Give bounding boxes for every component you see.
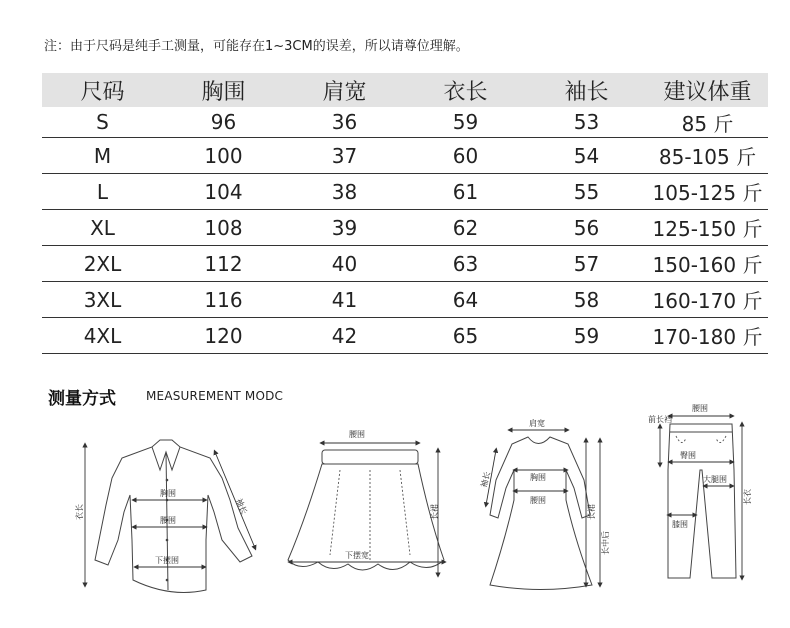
cell-weight: 150-160 斤 xyxy=(647,246,768,282)
skirt-waist-label: 腰围 xyxy=(349,430,365,439)
pants-diagram xyxy=(648,404,752,578)
shirt-waist-label: 腰围 xyxy=(160,516,176,525)
header-sleeve: 袖长 xyxy=(526,73,647,107)
shirt-sleeve-label: 袖长 xyxy=(234,497,249,516)
cell-length: 65 xyxy=(405,318,526,354)
pants-length-label: 长衣 xyxy=(743,489,752,505)
cell-length: 59 xyxy=(405,107,526,138)
pants-waist-label: 腰围 xyxy=(692,404,708,413)
dress-shoulder-label: 肩宽 xyxy=(529,419,545,428)
pants-rise-label: 前长裆 xyxy=(648,415,672,424)
cell-weight: 85 斤 xyxy=(647,107,768,138)
cell-shoulder: 39 xyxy=(284,210,405,246)
dress-waist-label: 腰围 xyxy=(530,496,546,505)
cell-weight: 160-170 斤 xyxy=(647,282,768,318)
dress-sleeve-label: 袖长 xyxy=(479,470,493,489)
measurement-note: 注：由于尺码是纯手工测量，可能存在1~3CM的误差，所以请尊位理解。 xyxy=(44,39,469,54)
cell-size: 2XL xyxy=(42,246,163,282)
shirt-hem-label: 下摆围 xyxy=(155,556,179,565)
shirt-length-label: 衣长 xyxy=(75,504,84,520)
pants-hip-label: 臀围 xyxy=(680,451,696,460)
cell-chest: 104 xyxy=(163,174,284,210)
cell-weight: 105-125 斤 xyxy=(647,174,768,210)
cell-shoulder: 42 xyxy=(284,318,405,354)
header-chest: 胸围 xyxy=(163,73,284,107)
cell-sleeve: 55 xyxy=(526,174,647,210)
skirt-diagram xyxy=(288,430,444,575)
cell-chest: 100 xyxy=(163,138,284,174)
header-shoulder: 肩宽 xyxy=(284,73,405,107)
header-size: 尺码 xyxy=(42,73,163,107)
cell-shoulder: 36 xyxy=(284,107,405,138)
cell-shoulder: 37 xyxy=(284,138,405,174)
measurement-subtitle: MEASUREMENT MODC xyxy=(146,389,284,403)
cell-sleeve: 57 xyxy=(526,246,647,282)
cell-weight: 170-180 斤 xyxy=(647,318,768,354)
cell-sleeve: 58 xyxy=(526,282,647,318)
cell-size: 3XL xyxy=(42,282,163,318)
skirt-waistband xyxy=(322,450,418,464)
measurement-title: 测量方式 xyxy=(48,389,116,409)
cell-length: 64 xyxy=(405,282,526,318)
header-weight: 建议体重 xyxy=(647,73,768,107)
cell-weight: 125-150 斤 xyxy=(647,210,768,246)
cell-sleeve: 53 xyxy=(526,107,647,138)
dress-outline xyxy=(490,437,592,590)
skirt-pleats xyxy=(330,470,410,560)
cell-length: 60 xyxy=(405,138,526,174)
cell-shoulder: 38 xyxy=(284,174,405,210)
cell-size: S xyxy=(42,107,163,138)
skirt-hem-label: 下摆宽 xyxy=(345,551,369,560)
shirt-diagram xyxy=(74,440,255,592)
cell-sleeve: 54 xyxy=(526,138,647,174)
cell-sleeve: 59 xyxy=(526,318,647,354)
cell-weight: 85-105 斤 xyxy=(647,138,768,174)
cell-chest: 96 xyxy=(163,107,284,138)
cell-size: L xyxy=(42,174,163,210)
dress-back-length-label: 长中后 xyxy=(601,531,610,555)
cell-sleeve: 56 xyxy=(526,210,647,246)
cell-size: 4XL xyxy=(42,318,163,354)
shirt-chest-label: 胸围 xyxy=(160,489,176,498)
pants-outline xyxy=(668,424,736,578)
dress-skirt-length-label: 长裙 xyxy=(587,504,596,520)
dress-diagram xyxy=(478,418,610,590)
pants-knee-label: 膝围 xyxy=(672,520,688,529)
cell-length: 61 xyxy=(405,174,526,210)
pants-thigh-label: 大腿围 xyxy=(703,475,727,484)
cell-shoulder: 41 xyxy=(284,282,405,318)
cell-chest: 116 xyxy=(163,282,284,318)
pants-pockets xyxy=(676,436,726,443)
cell-shoulder: 40 xyxy=(284,246,405,282)
skirt-length-label: 长裙 xyxy=(430,504,439,520)
cell-length: 63 xyxy=(405,246,526,282)
cell-size: M xyxy=(42,138,163,174)
cell-chest: 108 xyxy=(163,210,284,246)
cell-size: XL xyxy=(42,210,163,246)
cell-length: 62 xyxy=(405,210,526,246)
cell-chest: 120 xyxy=(163,318,284,354)
cell-chest: 112 xyxy=(163,246,284,282)
dress-chest-label: 胸围 xyxy=(530,473,546,482)
header-length: 衣长 xyxy=(405,73,526,107)
